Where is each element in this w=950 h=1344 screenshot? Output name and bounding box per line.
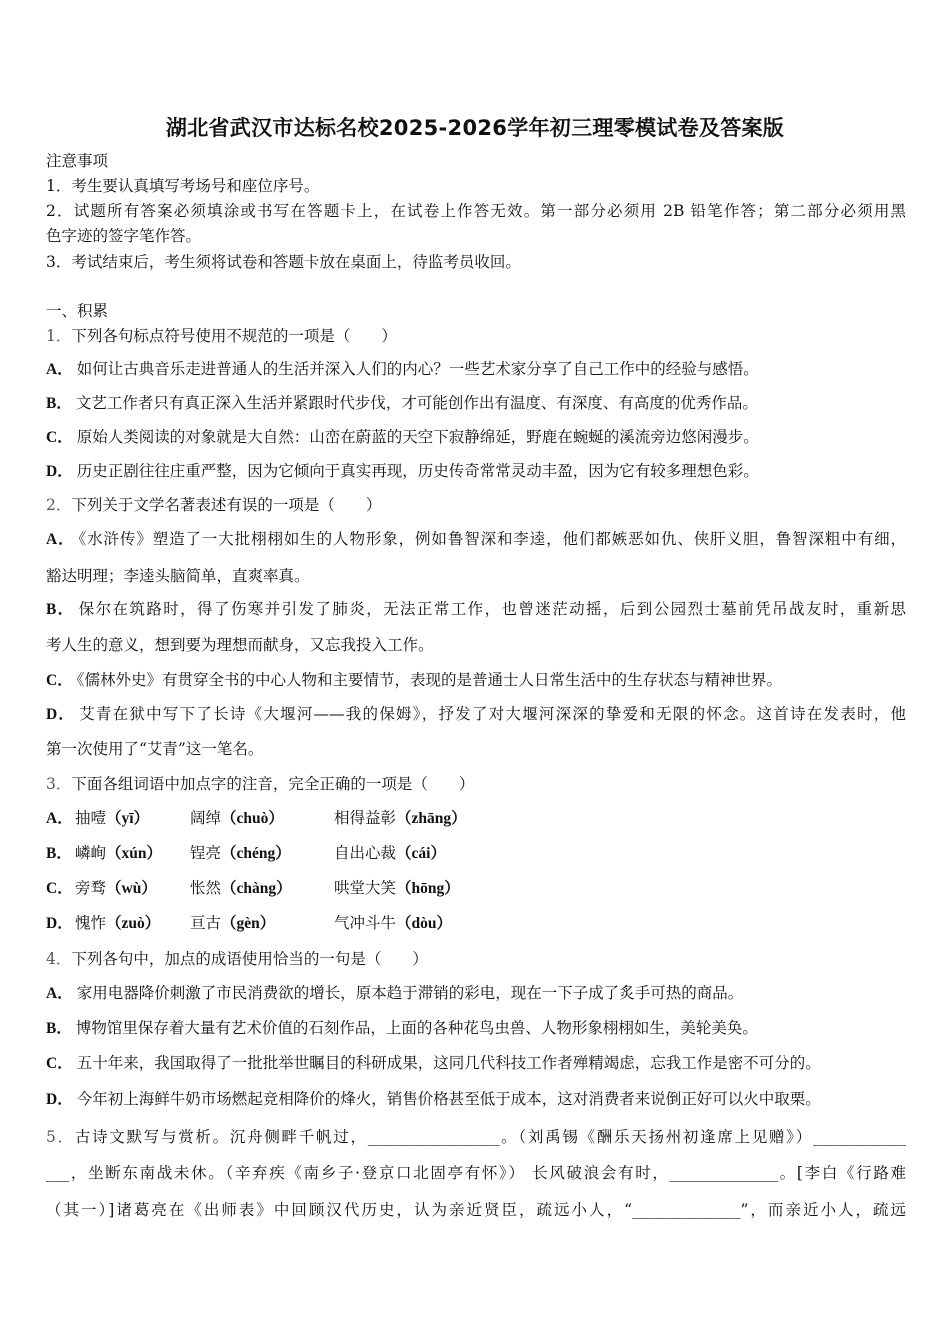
word-item: [334, 912, 452, 935]
question-stem: [46, 948, 428, 970]
option-label: C．: [46, 880, 73, 897]
notes-heading: 注意事项: [46, 152, 109, 170]
word: 相得益彰: [334, 809, 397, 827]
word-item: [334, 877, 460, 900]
option-label: D．: [46, 1091, 73, 1108]
option-text: 考人生的意义，想到要为理想而献身，又忘我投入工作。: [46, 636, 434, 654]
word: 愧怍: [75, 914, 107, 932]
pinyin: （cái）: [396, 845, 446, 862]
option-c: [46, 426, 759, 449]
word: 怅然: [190, 879, 222, 897]
question-number: 3．: [46, 775, 72, 793]
word-item: [334, 842, 446, 865]
word-item: [190, 842, 291, 865]
note-line: 3．考试结束后，考生须将试卷和答题卡放在桌面上，待监考员收回。: [46, 253, 521, 271]
question-stem: [46, 325, 397, 347]
option-a: [46, 807, 546, 829]
stem-text: 下列各句中，加点的成语使用恰当的一句是（ ）: [71, 950, 428, 968]
option-label: D．: [46, 463, 73, 480]
option-text: 家用电器降价刺激了市民消费欲的增长，原本趋于滞销的彩电，现在一下子成了炙手可热的商品。: [76, 984, 744, 1002]
pinyin: （gèn）: [221, 915, 276, 932]
option-b: [46, 392, 758, 415]
option-text: 《儒林外史》有贯穿全书的中心人物和主要情节，表现的是普通士人日常生活中的生存状态与精神世界。: [76, 671, 782, 689]
option-c: [46, 669, 782, 692]
option-text: 文艺工作者只有真正深入生活并紧跟时代步伐，才可能创作出有温度、有深度、有高度的优秀作品。: [75, 394, 758, 412]
option-a: [46, 358, 759, 381]
option-text: 历史正剧往往庄重严整，因为它倾向于真实再现，历史传奇常常灵动丰盈，因为它有较多理想色彩。: [76, 462, 759, 480]
question-stem: [46, 494, 381, 516]
pinyin: （chàng）: [221, 880, 292, 897]
section-heading: 一、积累: [46, 302, 109, 320]
option-label: A．: [46, 985, 73, 1002]
option-a: [46, 982, 743, 1005]
word-item: [190, 877, 292, 900]
word-item: [190, 807, 284, 830]
pinyin: （yī）: [106, 810, 150, 827]
option-label: A．: [46, 810, 73, 827]
option-label: D．: [46, 706, 76, 723]
word: 锃亮: [190, 844, 222, 862]
option-text: 保尔在筑路时，得了伤寒并引发了肺炎，无法正常工作，也曾迷茫动摇，后到公园烈士墓前凭吊战友时，重新思: [78, 600, 906, 618]
question-stem: [46, 773, 474, 795]
option-text: 艾青在狱中写下了长诗《大堰河——我的保姆》，抒发了对大堰河深深的挚爱和无限的怀念。这首诗在发表时，他: [79, 705, 906, 723]
word-item: [75, 842, 162, 865]
word: 气冲斗牛: [334, 914, 397, 932]
pinyin: （dòu）: [396, 915, 453, 932]
option-label: B．: [46, 845, 72, 862]
pinyin: （zuò）: [106, 915, 161, 932]
pinyin: （wù）: [106, 880, 157, 897]
option-a: [46, 565, 310, 587]
word: 阔绰: [190, 809, 222, 827]
option-b: [46, 842, 546, 864]
pinyin: （chéng）: [221, 845, 291, 862]
note-line: 色字迹的签字笔作答。: [46, 227, 202, 245]
option-label: D．: [46, 915, 73, 932]
option-text: 《水浒传》塑造了一大批栩栩如生的人物形象，例如鲁智深和李逵，他们都嫉恶如仇、侠肝义胆，鲁智深粗中有细，: [78, 530, 906, 548]
stem-text: （其一）]诸葛亮在《出师表》中回顾汉代历史，认为亲近贤臣，疏远小人，“______________”，而亲近小人，疏远: [46, 1201, 906, 1219]
option-a: [46, 528, 906, 550]
question-number: 1．: [46, 327, 72, 345]
option-label: B．: [46, 601, 75, 618]
stem-text: 下列各句标点符号使用不规范的一项是（ ）: [71, 327, 397, 345]
question-stem: [46, 1162, 906, 1184]
option-label: B．: [46, 1020, 72, 1037]
option-label: B．: [46, 395, 72, 412]
option-d: [46, 703, 906, 725]
stem-text: 下面各组词语中加点字的注音，完全正确的一项是（ ）: [71, 775, 475, 793]
word: 嶙峋: [75, 844, 107, 862]
word: 自出心裁: [334, 844, 397, 862]
option-label: A．: [46, 361, 73, 378]
option-b: [46, 598, 906, 620]
option-c: [46, 877, 546, 899]
question-number: 4．: [46, 950, 72, 968]
pinyin: （chuò）: [221, 810, 284, 827]
pinyin: （xún）: [106, 845, 163, 862]
word: 抽噎: [75, 809, 107, 827]
option-text: 今年初上海鲜牛奶市场燃起竞相降价的烽火，销售价格甚至低于成本，这对消费者来说倒正好可以火中取栗。: [76, 1090, 821, 1108]
word-item: [75, 912, 160, 935]
option-text: 第一次使用了“艾青”这一笔名。: [46, 740, 264, 758]
option-text: 豁达明理；李逵头脑简单，直爽率真。: [46, 567, 310, 585]
word-item: [190, 912, 275, 935]
stem-text: ___，坐断东南战未休。（辛弃疾《南乡子·登京口北固亭有怀》） 长风破浪会有时，______________。[李白《行路难: [46, 1164, 906, 1182]
option-d: [46, 1088, 821, 1111]
option-label: A．: [46, 531, 75, 548]
question-number: 5．: [46, 1128, 75, 1146]
word-item: [75, 877, 157, 900]
option-d: [46, 912, 546, 934]
option-d: [46, 460, 759, 483]
pinyin: （hōng）: [396, 880, 460, 897]
option-label: C．: [46, 1055, 73, 1072]
note-line: 2．试题所有答案必须填涂或书写在答题卡上，在试卷上作答无效。第一部分必须用 2B 铅笔作答；第二部分必须用黑: [46, 202, 906, 220]
option-d: [46, 738, 263, 760]
option-text: 博物馆里保存着大量有艺术价值的石刻作品，上面的各种花鸟虫兽、人物形象栩栩如生，美轮美奂。: [75, 1019, 758, 1037]
word: 旁骛: [75, 879, 107, 897]
option-b: [46, 1017, 758, 1040]
word: 哄堂大笑: [334, 879, 397, 897]
note-line: 1．考生要认真填写考场号和座位序号。: [46, 177, 320, 195]
question-number: 2．: [46, 496, 72, 514]
word-item: [334, 807, 467, 830]
option-c: [46, 1052, 821, 1075]
stem-text: 古诗文默写与赏析。沉舟侧畔千帆过，_________________。（刘禹锡《酬乐天扬州初逢席上见赠》）____________: [74, 1128, 906, 1146]
word-item: [75, 807, 149, 830]
question-stem: [46, 1199, 906, 1221]
stem-text: 下列关于文学名著表述有误的一项是（ ）: [71, 496, 382, 514]
option-label: C．: [46, 429, 73, 446]
page-title: 湖北省武汉市达标名校2025-2026学年初三理零模试卷及答案版: [165, 116, 785, 140]
option-text: 五十年来，我国取得了一批批举世瞩目的科研成果，这同几代科技工作者殚精竭虑，忘我工作是密不可分的。: [76, 1054, 821, 1072]
pinyin: （zhāng）: [396, 810, 467, 827]
option-label: C．: [46, 672, 73, 689]
option-text: 如何让古典音乐走进普通人的生活并深入人们的内心？一些艺术家分享了自己工作中的经验与感悟。: [76, 360, 759, 378]
question-stem: [46, 1126, 906, 1148]
word: 亘古: [190, 914, 222, 932]
option-text: 原始人类阅读的对象就是大自然：山峦在蔚蓝的天空下寂静绵延，野鹿在蜿蜒的溪流旁边悠闲漫步。: [76, 428, 759, 446]
option-b: [46, 634, 434, 656]
